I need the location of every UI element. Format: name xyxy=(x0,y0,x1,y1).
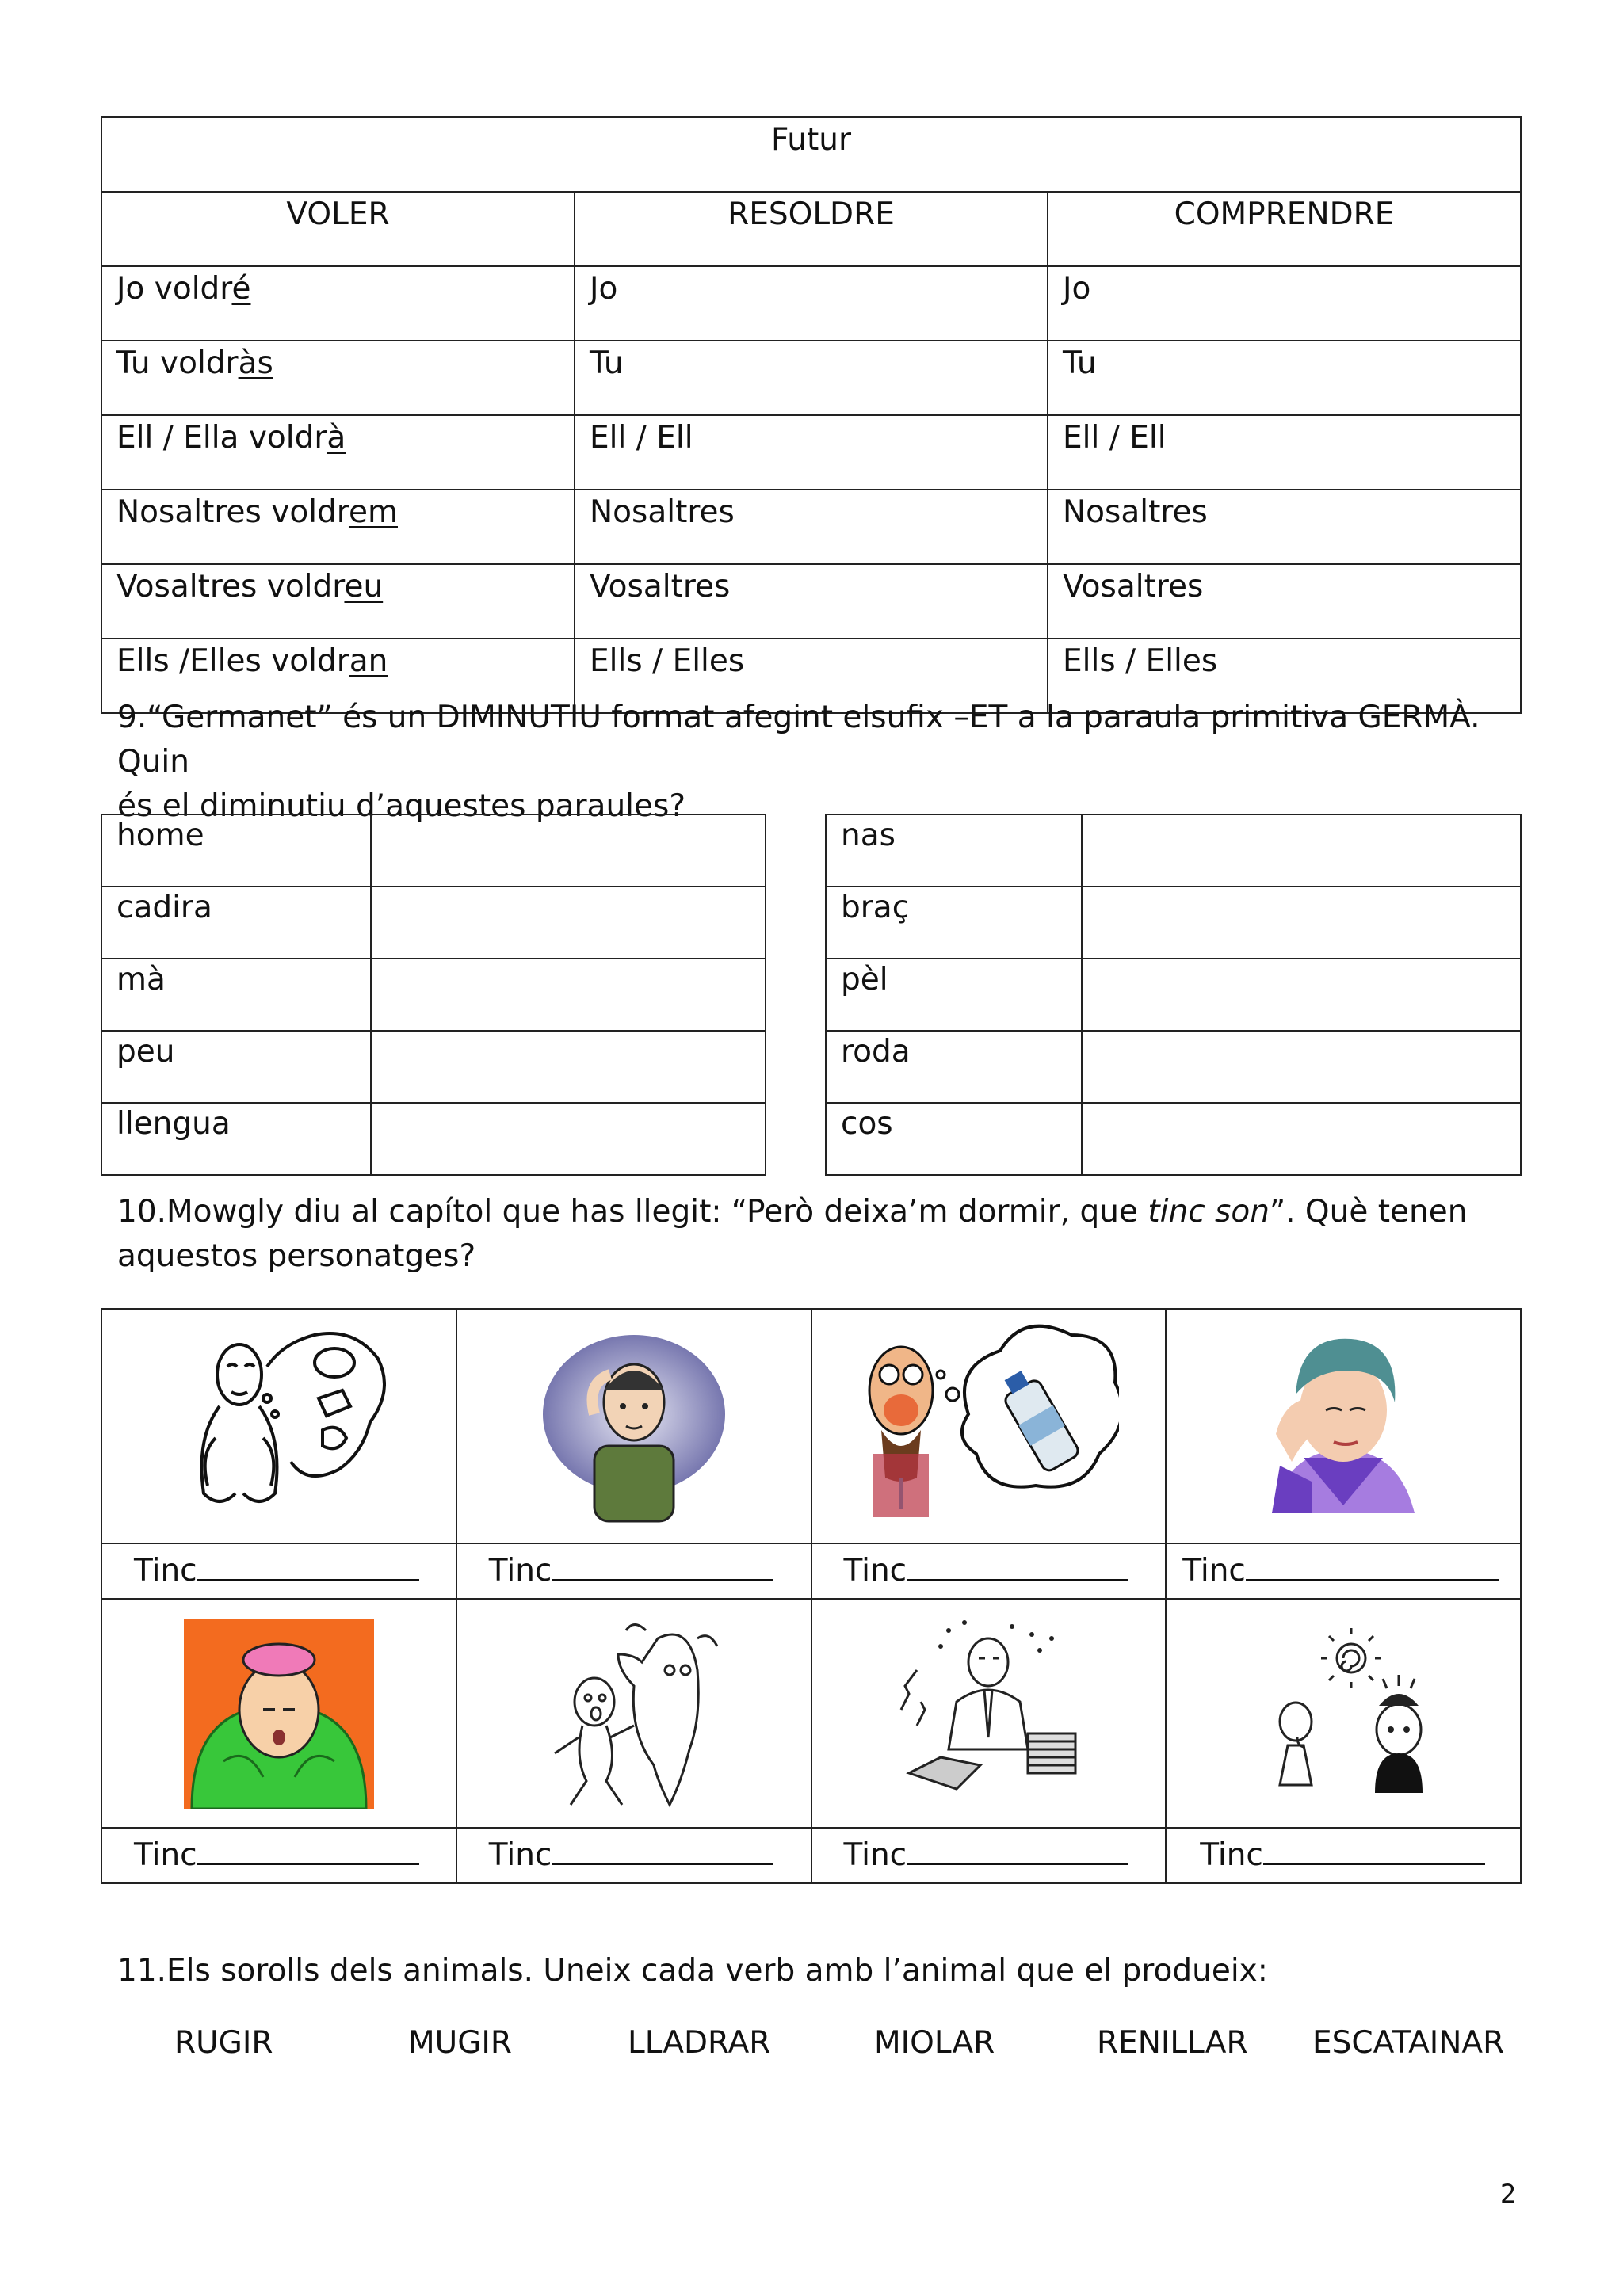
caption-text: Tinc xyxy=(843,1552,907,1589)
voler-cell: Tu voldràs xyxy=(101,341,575,415)
answer-cell[interactable] xyxy=(1082,1103,1521,1175)
verb-word[interactable]: RUGIR xyxy=(174,2025,273,2061)
answer-caption[interactable] xyxy=(812,1543,1167,1599)
answer-caption[interactable] xyxy=(1166,1543,1521,1599)
stressed-man-papers-illustration xyxy=(885,1615,1091,1813)
answer-cell[interactable] xyxy=(1082,1031,1521,1103)
headache-woman-illustration xyxy=(1248,1331,1438,1521)
comprendre-cell[interactable]: Tu xyxy=(1048,341,1521,415)
comprendre-cell[interactable]: Ell / Ell xyxy=(1048,415,1521,490)
verb-word[interactable]: LLADRAR xyxy=(628,2025,771,2061)
picture-cell xyxy=(456,1599,812,1828)
picture-cell xyxy=(812,1599,1167,1828)
answer-cell[interactable] xyxy=(371,814,766,887)
caption-text: Tinc xyxy=(134,1836,197,1873)
word-cell: pèl xyxy=(826,959,1082,1031)
picture-cell xyxy=(1166,1309,1521,1543)
answer-cell[interactable] xyxy=(371,887,766,959)
resoldre-cell[interactable]: Ell / Ell xyxy=(575,415,1048,490)
thirsty-man-bottle-illustration xyxy=(857,1319,1119,1533)
voler-cell: Jo voldré xyxy=(101,266,575,341)
table-title: Futur xyxy=(101,117,1521,192)
resoldre-cell[interactable]: Jo xyxy=(575,266,1048,341)
question-10-line2: aquestos personatges? xyxy=(117,1238,476,1274)
verb-word[interactable]: MIOLAR xyxy=(874,2025,995,2061)
comprendre-cell[interactable]: Nosaltres xyxy=(1048,490,1521,564)
column-header: VOLER xyxy=(101,192,575,266)
scared-man-ghost-illustration xyxy=(539,1615,729,1813)
hunger-thinking-food-illustration xyxy=(172,1319,386,1533)
voler-cell: Vosaltres voldreu xyxy=(101,564,575,639)
caption-text: Tinc xyxy=(488,1836,552,1873)
verb-word[interactable]: ESCATAINAR xyxy=(1312,2025,1505,2061)
word-cell: roda xyxy=(826,1031,1082,1103)
word-cell: braç xyxy=(826,887,1082,959)
futur-conjugation-table xyxy=(101,116,1522,714)
verb-word[interactable]: MUGIR xyxy=(408,2025,513,2061)
question-10-italic: tinc son xyxy=(1148,1194,1270,1230)
resoldre-cell[interactable]: Vosaltres xyxy=(575,564,1048,639)
voler-cell: Ells /Elles voldran xyxy=(101,639,575,713)
hot-and-cold-people-illustration xyxy=(1248,1627,1438,1801)
caption-text: Tinc xyxy=(1200,1836,1263,1873)
word-cell: llengua xyxy=(101,1103,371,1175)
answer-caption[interactable] xyxy=(1166,1828,1521,1883)
voler-cell: Nosaltres voldrem xyxy=(101,490,575,564)
answer-caption[interactable] xyxy=(101,1543,456,1599)
picture-cell xyxy=(1166,1599,1521,1828)
answer-cell[interactable] xyxy=(1082,959,1521,1031)
answer-cell[interactable] xyxy=(371,959,766,1031)
pictures-table xyxy=(101,1308,1522,1884)
column-header: RESOLDRE xyxy=(575,192,1048,266)
caption-text: Tinc xyxy=(843,1836,907,1873)
resoldre-cell[interactable]: Ells / Elles xyxy=(575,639,1048,713)
answer-caption[interactable] xyxy=(101,1828,456,1883)
resoldre-cell[interactable]: Nosaltres xyxy=(575,490,1048,564)
answer-cell[interactable] xyxy=(1082,887,1521,959)
comprendre-cell[interactable]: Vosaltres xyxy=(1048,564,1521,639)
question-9-line2: és el diminutiu d’aquestes paraules? xyxy=(117,788,686,824)
word-cell: mà xyxy=(101,959,371,1031)
verb-word[interactable]: RENILLAR xyxy=(1097,2025,1248,2061)
caption-text: Tinc xyxy=(134,1552,197,1589)
diminutive-table-right xyxy=(825,814,1522,1176)
answer-caption[interactable] xyxy=(456,1543,812,1599)
question-11-text: 11.Els sorolls dels animals. Uneix cada verb amb l’animal que el produeix: xyxy=(117,1953,1268,1989)
resoldre-cell[interactable]: Tu xyxy=(575,341,1048,415)
question-11 xyxy=(117,1949,1512,1993)
word-cell: nas xyxy=(826,814,1082,887)
word-cell: home xyxy=(101,814,371,887)
dizzy-man-illustration xyxy=(539,1327,729,1525)
answer-cell[interactable] xyxy=(1082,814,1521,887)
diminutive-table-left xyxy=(101,814,766,1176)
picture-cell xyxy=(812,1309,1167,1543)
word-cell: cos xyxy=(826,1103,1082,1175)
voler-cell: Ell / Ella voldrà xyxy=(101,415,575,490)
cold-man-blanket-illustration xyxy=(184,1619,374,1809)
picture-cell xyxy=(456,1309,812,1543)
answer-caption[interactable] xyxy=(812,1828,1167,1883)
picture-cell xyxy=(101,1309,456,1543)
question-9 xyxy=(117,696,1512,829)
caption-text: Tinc xyxy=(488,1552,552,1589)
picture-cell xyxy=(101,1599,456,1828)
question-10-text-end: ”. Què tenen xyxy=(1269,1194,1468,1230)
column-header: COMPRENDRE xyxy=(1048,192,1521,266)
word-cell: cadira xyxy=(101,887,371,959)
page-number: 2 xyxy=(1500,2179,1517,2209)
answer-caption[interactable] xyxy=(456,1828,812,1883)
comprendre-cell[interactable]: Ells / Elles xyxy=(1048,639,1521,713)
word-cell: peu xyxy=(101,1031,371,1103)
answer-cell[interactable] xyxy=(371,1031,766,1103)
question-9-line1: 9.“Germanet” és un DIMINUTIU format afegint elsufix –ET a la paraula primitiva GERMÀ. Quin xyxy=(117,700,1480,780)
question-10-text: 10.Mowgly diu al capítol que has llegit: “Però deixa’m dormir, que xyxy=(117,1194,1148,1230)
comprendre-cell[interactable]: Jo xyxy=(1048,266,1521,341)
question-10 xyxy=(117,1190,1512,1279)
answer-cell[interactable] xyxy=(371,1103,766,1175)
caption-text: Tinc xyxy=(1182,1552,1246,1589)
